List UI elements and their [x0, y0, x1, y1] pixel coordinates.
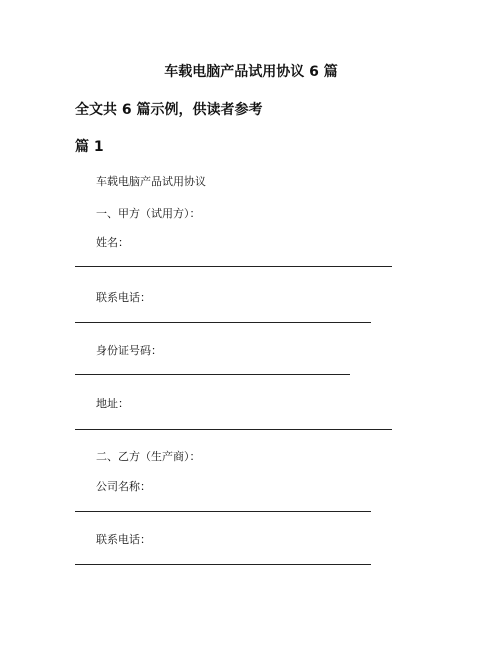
party-a-name-blank-line: [75, 266, 392, 267]
section-heading: 篇 1: [75, 139, 104, 155]
document-title: 车载电脑产品试用协议 6 篇: [164, 64, 338, 80]
party-b-company-label: 公司名称：: [96, 480, 151, 493]
party-a-id-number-label: 身份证号码：: [96, 344, 162, 357]
party-a-address-label: 地址：: [96, 397, 129, 410]
document-subtitle: 全文共 6 篇示例，供读者参考: [75, 102, 263, 118]
agreement-name-line: 车载电脑产品试用协议: [96, 175, 206, 188]
party-b-phone-blank-line: [75, 564, 371, 565]
party-a-heading: 一、甲方（试用方）：: [96, 207, 201, 220]
party-b-company-blank-line: [75, 511, 371, 512]
party-a-id-number-blank-line: [75, 374, 350, 375]
party-a-name-label: 姓名：: [96, 236, 129, 249]
party-a-address-blank-line: [75, 429, 392, 430]
party-b-heading: 二、乙方（生产商）：: [96, 450, 201, 463]
party-a-phone-label: 联系电话：: [96, 291, 151, 304]
party-b-phone-label: 联系电话：: [96, 533, 151, 546]
party-a-phone-blank-line: [75, 322, 371, 323]
